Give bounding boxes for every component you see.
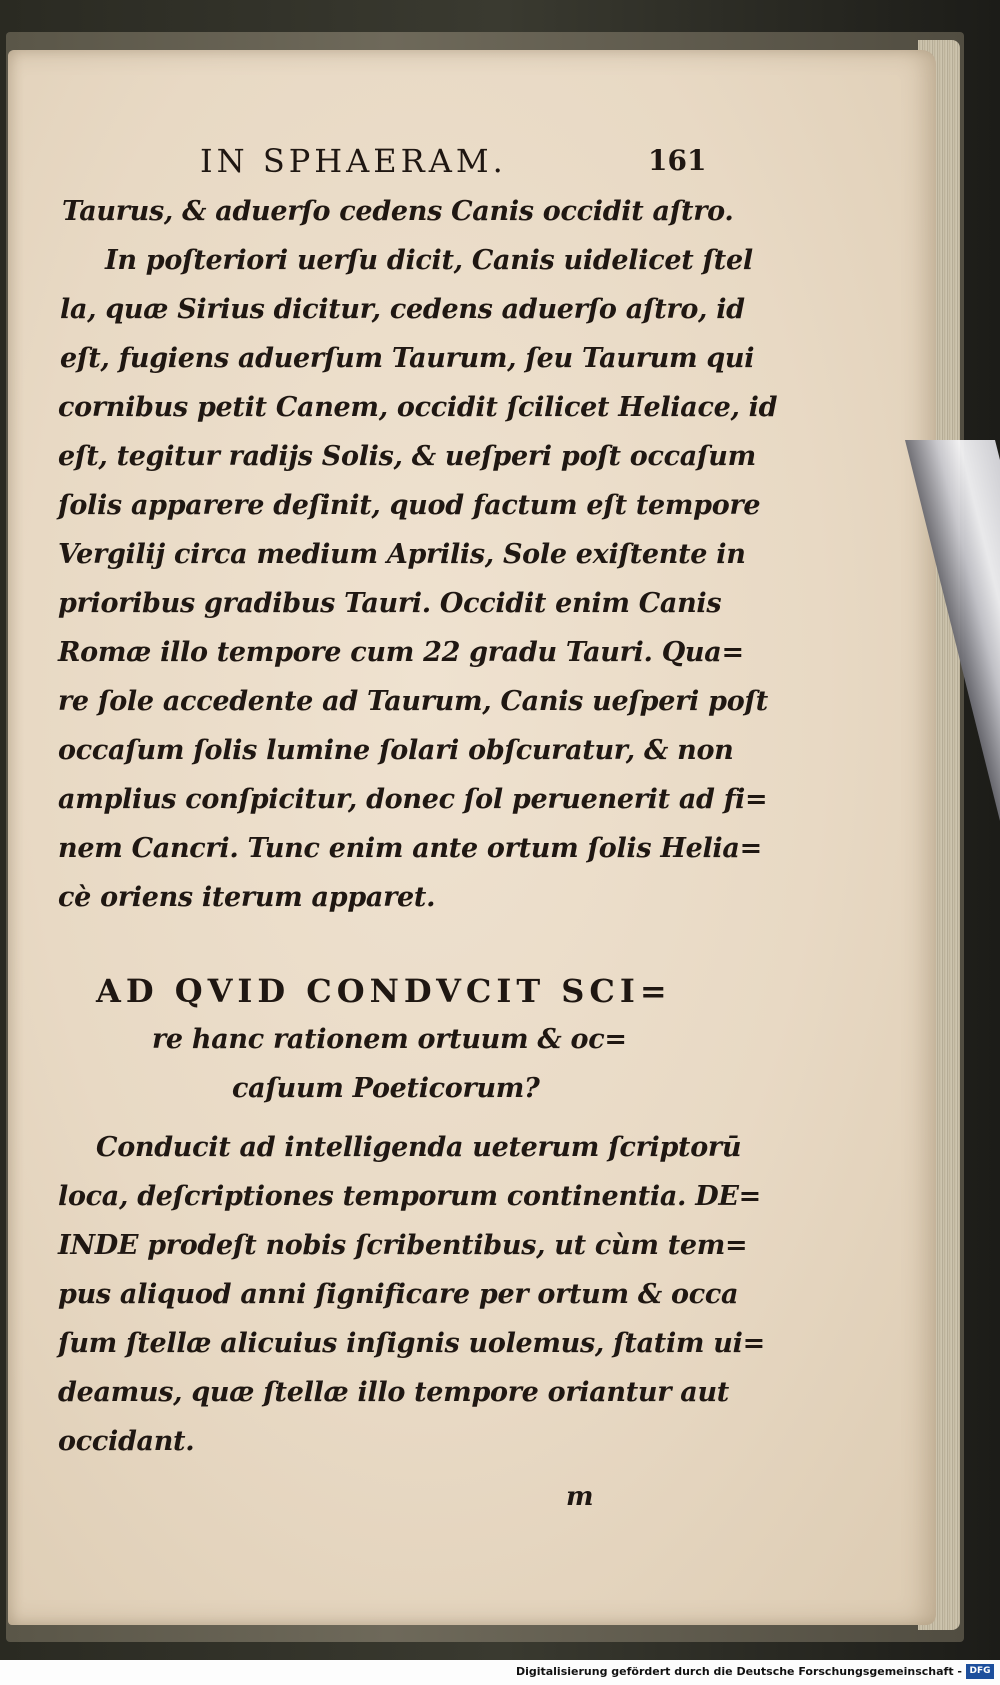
text-line: la, quæ Sirius dicitur, cedens aduerſo aſtro, id xyxy=(60,294,745,325)
text-line: In poſteriori uerſu dicit, Canis uidelicet ſtel xyxy=(105,245,753,276)
signature-mark: m xyxy=(566,1482,594,1512)
text-line: Romæ illo tempore cum 22 gradu Tauri. Qua= xyxy=(58,637,744,668)
text-line: prioribus gradibus Tauri. Occidit enim Canis xyxy=(58,588,722,619)
text-line: nem Cancri. Tunc enim ante ortum ſolis Helia= xyxy=(58,833,762,864)
footer-bar xyxy=(0,1660,1000,1685)
text-line: occidant. xyxy=(58,1426,195,1457)
section-heading: AD QVID CONDVCIT SCI= xyxy=(96,972,672,1010)
page-number: 161 xyxy=(648,144,707,177)
text-line: amplius conſpicitur, donec ſol peruenerit ad fi= xyxy=(58,784,768,815)
footer-credit: Digitalisierung gefördert durch die Deutsche Forschungsgemeinschaft - xyxy=(515,1665,962,1678)
dfg-logo: DFG xyxy=(966,1664,994,1679)
text-line: INDE prodeſt nobis ſcribentibus, ut cùm tem= xyxy=(58,1230,748,1261)
text-line: Vergilij circa medium Aprilis, Sole exiſtente in xyxy=(58,539,746,570)
text-line: cè oriens iterum apparet. xyxy=(58,882,436,913)
text-line: eſt, fugiens aduerſum Taurum, ſeu Taurum qui xyxy=(60,343,755,374)
text-line: Conducit ad intelligenda ueterum ſcriptorū xyxy=(96,1132,742,1163)
running-header: IN SPHAERAM. xyxy=(200,142,507,180)
text-line: Taurus, & aduerſo cedens Canis occidit aſtro. xyxy=(62,196,734,227)
section-heading-line: caſuum Poeticorum? xyxy=(232,1073,540,1104)
text-line: deamus, quæ ſtellæ illo tempore oriantur aut xyxy=(58,1377,729,1408)
text-line: re ſole accedente ad Taurum, Canis ueſperi poſt xyxy=(58,686,768,717)
text-line: eſt, tegitur radijs Solis, & ueſperi poſt occaſum xyxy=(58,441,756,472)
text-line: cornibus petit Canem, occidit ſcilicet Heliace, id xyxy=(58,392,778,423)
text-line: ſum ſtellæ alicuius inſignis uolemus, ſtatim ui= xyxy=(58,1328,765,1359)
text-line: occaſum ſolis lumine ſolari obſcuratur, & non xyxy=(58,735,734,766)
text-line: loca, deſcriptiones temporum continentia. DE= xyxy=(58,1181,761,1212)
section-heading-line: re hanc rationem ortuum & oc= xyxy=(152,1024,627,1055)
text-line: ſolis apparere deſinit, quod factum eſt tempore xyxy=(58,490,761,521)
text-line: pus aliquod anni ſignificare per ortum & occa xyxy=(58,1279,739,1310)
